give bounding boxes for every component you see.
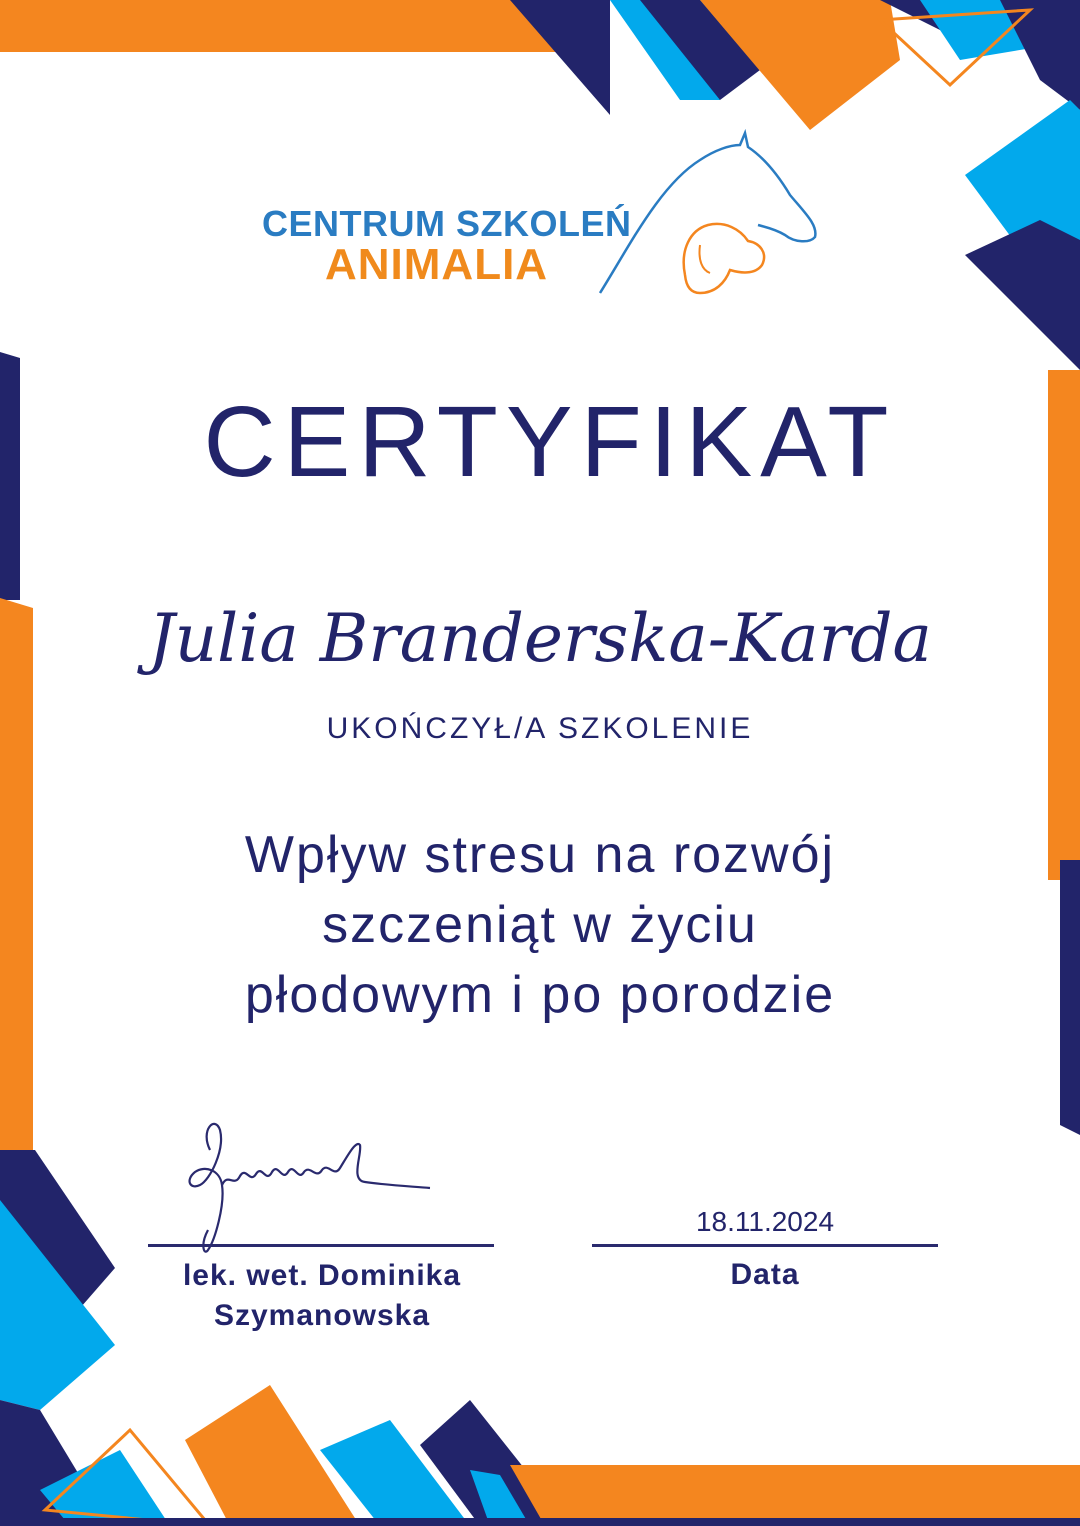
top-navy-shape-4 [1000,0,1080,110]
signer-name-line: Szymanowska [213,1299,431,1332]
left-navy-strip [0,352,20,600]
horse-and-dog-icon [590,125,830,300]
recipient-name: Julia Branderska-Karda [148,600,932,677]
signer-name [148,1256,496,1336]
handwritten-signature [170,1110,440,1260]
right-orange-strip [1048,370,1080,880]
signature-line [148,1244,494,1247]
course-title-line: płodowym i po porodzie [244,966,836,1024]
course-title-line: Wpływ stresu na rozwój [244,826,836,884]
certificate-title: CERTYFIKAT [203,386,897,498]
completed-training-label: UKOŃCZYŁ/A SZKOLENIE [326,712,754,745]
course-title-line: szczeniąt w życiu [322,896,758,954]
signer-name-line: lek. wet. Dominika [182,1259,462,1292]
logo-title-line2: ANIMALIA [325,240,549,289]
logo-title-line1: CENTRUM SZKOLEŃ [262,203,632,244]
date-value: 18.11.2024 [695,1206,835,1237]
bottom-navy-base [0,1518,1080,1526]
right-navy-shape-1 [965,220,1080,370]
right-navy-strip [1060,860,1080,1135]
date-label: Data [730,1258,800,1291]
date-line [592,1244,938,1247]
bottom-orange-bar [510,1465,1080,1526]
top-navy-shape-1 [510,0,610,115]
course-title [130,820,950,1030]
top-orange-bar [0,0,560,52]
left-orange-strip [0,598,33,1160]
